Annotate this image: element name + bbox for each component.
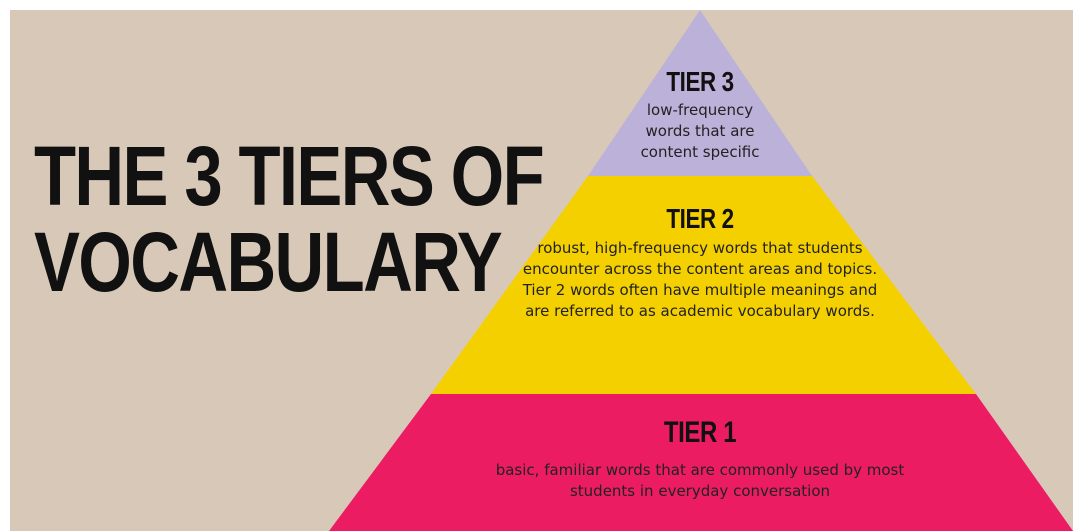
tier-3-heading: TIER 3 <box>666 66 734 97</box>
title-line-1: THE 3 TIERS OF <box>34 129 544 223</box>
tier-2-heading: TIER 2 <box>666 203 734 234</box>
title-line-2: VOCABULARY <box>34 215 502 309</box>
tier-3-description: low-frequency words that are content specific <box>640 101 760 161</box>
tier-1-heading: TIER 1 <box>663 416 737 449</box>
tier-1-description: basic, familiar words that are commonly used by most students in everyday conversation <box>495 461 905 500</box>
main-title <box>34 129 544 309</box>
infographic-canvas <box>10 10 1073 531</box>
tier-2-description: robust, high-frequency words that students encounter across the content areas and topics. Tier 2 words often have multiple meanings and are referred to as academic vocabulary words. <box>522 239 878 320</box>
